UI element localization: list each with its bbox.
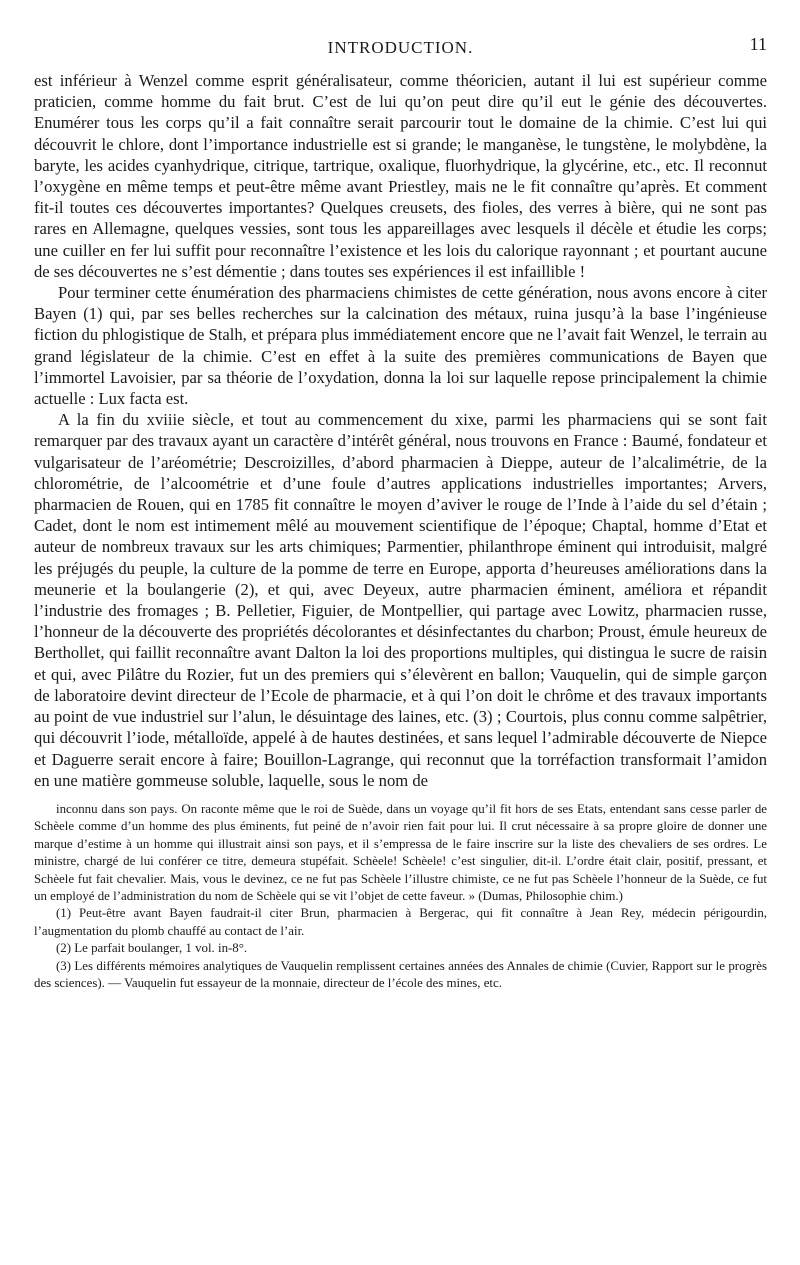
page-number: 11 xyxy=(749,34,767,54)
footnote-continuation: inconnu dans son pays. On raconte même que le roi de Suède, dans un voyage qu’il fit hors de ses Etats, entendant sans cesse parler de Schèele comme d’un homme des plus éminents, fut peiné de n’avoir rien fait pour lui. Il crut nécessaire à sa propre gloire de donner une marque d’estime à un homme qui illustrait ainsi son pays, et il s’empressa de le faire inscrire sur la liste des chevaliers de ses ordres. Le ministre, chargé de lui conférer ce titre, demeura stupéfait. Schèele! Schèele! c’est singulier, dit-il. L’ordre était clair, positif, pressant, et Schèele fut fait chevalier. Mais, vous le devinez, ce ne fut pas Schèele l’illustre chimiste, ce ne fut pas Schèele l’honneur de la Suède, ce fut un employé de l’administration du nom de Schèele qui se vit l’objet de cette faveur. » (Dumas, Philosophie chim.) xyxy=(34,801,767,903)
footnote-2: (2) Le parfait boulanger, 1 vol. in-8°. xyxy=(56,941,248,956)
paragraph-scheele: est inférieur à Wenzel comme esprit généralisateur, comme théoricien, autant il lui est supérieur comme praticien, comme homme du fait brut. C’est de lui qu’on peut dire qu’il eut le génie des découvertes. Enumérer tous les corps qu’il a fait connaître serait parcourir tout le domaine de la chimie. C’est lui qui découvrit le chlore, dont l’importance industrielle est si grande; le manganèse, le tungstène, le molybdène, la baryte, les acides cyanhydrique, citrique, tartrique, oxalique, fluorhydrique, la glycérine, etc., etc. Il reconnut l’oxygène en même temps et peut-être même avant Priestley, mais ne le fit connaître qu’après. Et comment fit-il toutes ces découvertes importantes? Quelques creusets, des fioles, des verres à bière, qui ne sont pas rares en Allemagne, quelques vessies, sont tous les appareillages avec lesquels il décèle et étudie les corps; une cuiller en fer lui suffit pour reconnaître l’existence et les lois du calorique rayonnant ; et pourtant aucune de ses découvertes ne s’est démentie ; dans toutes ses expériences il est infaillible ! xyxy=(34,71,767,281)
paragraph-bayen: Pour terminer cette énumération des pharmaciens chimistes de cette génération, nous avons encore à citer Bayen (1) qui, par ses belles recherches sur la calcination des métaux, ruina jusqu’à la base l’ingénieuse fiction du phlogistique de Stalh, et prépara plus immédiatement encore que ne l’avait fait Wenzel, le terrain au grand législateur de la chimie. C’est en effet à la suite des premières communications de Bayen que l’immortel Lavoisier, par sa théorie de l’oxydation, donna la loi sur laquelle repose principalement la chimie actuelle : Lux facta est. xyxy=(34,283,767,409)
paragraph-pharmacists-france: A la fin du xviiie siècle, et tout au commencement du xixe, parmi les pharmaciens qui se sont fait remarquer par des travaux ayant un caractère d’intérêt général, nous trouvons en France : Baumé, fondateur et vulgarisateur de l’aréométrie; Descroizilles, d’abord pharmacien à Dieppe, auteur de l’alcalimétrie, de la chlorométrie, de l’alcoométrie et d’une foule d’autres applications industrielles importantes; Arvers, pharmacien de Rouen, qui en 1785 fit connaître le moyen d’aviver le rouge de l’Inde à l’aide du sel d’étain ; Cadet, dont le nom est intimement mêlé au mouvement scientifique de l’époque; Chaptal, homme d’Etat et auteur de nombreux travaux sur les arts chimiques; Parmentier, philanthrope éminent qui introduisit, malgré les préjugés du peuple, la culture de la pomme de terre en Europe, apporta d’heureuses améliorations dans la meunerie et la boulangerie (2), et qui, avec Deyeux, autre pharmacien éminent, améliora et répandit l’industrie des fromages ; B. Pelletier, Figuier, de Montpellier, qui partage avec Lowitz, pharmacien russe, l’honneur de la découverte des propriétés décolorantes et désinfectantes du charbon; Proust, émule heureux de Berthollet, qui faillit reconnaître avant Dalton la loi des proportions multiples, qui distingua le sucre de raisin et qui, avec Pilâtre du Rozier, fut un des premiers qui s’élevèrent en ballon; Vauquelin, qui de simple garçon de laboratoire devint directeur de l’Ecole de pharmacie, et à qui l’on doit le chrôme et des travaux importants au point de vue industriel sur l’alun, le désuintage des laines, etc. (3) ; Courtois, plus connu comme salpêtrier, qui découvrit l’iode, métalloïde, appelé à de hautes destinées, et sans lequel l’admirable découverte de Niepce et Daguerre serait encore à faire; Bouillon-Lagrange, qui reconnut que la torréfaction transformait l’amidon en une matière gommeuse soluble, laquelle, sous le nom de xyxy=(34,410,767,790)
page-header xyxy=(34,30,767,70)
footnotes xyxy=(34,801,767,992)
footnote-1: (1) Peut-être avant Bayen faudrait-il citer Brun, pharmacien à Bergerac, qui fit connaître à Jean Rey, médecin périgourdin, l’augmentation du plomb chauffé au contact de l’air. xyxy=(34,906,767,938)
running-title: INTRODUCTION. xyxy=(327,38,474,57)
footnote-3: (3) Les différents mémoires analytiques de Vauquelin remplissent certaines années des Annales de chimie (Cuvier, Rapport sur le progrès des sciences). — Vauquelin fut essayeur de la monnaie, directeur de l’école des mines, etc. xyxy=(34,958,767,990)
main-text xyxy=(34,70,767,791)
